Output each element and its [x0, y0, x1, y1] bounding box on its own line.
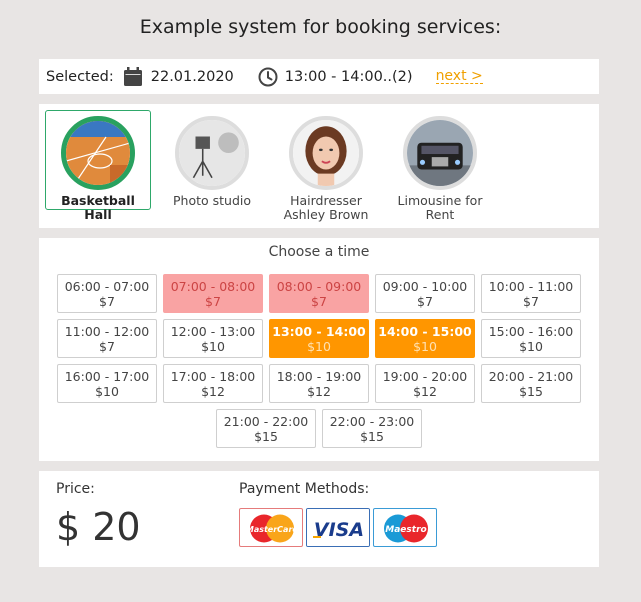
service-limousine[interactable] — [387, 110, 493, 222]
service-basketball-hall[interactable] — [45, 110, 151, 222]
time-slot-price: $10 — [413, 339, 437, 354]
time-slot[interactable] — [269, 274, 369, 313]
time-slot[interactable] — [216, 409, 316, 448]
limousine-image — [403, 116, 477, 190]
time-slot-range: 13:00 - 14:00 — [272, 324, 366, 339]
selection-bar — [39, 59, 599, 94]
time-slot-range: 12:00 - 13:00 — [170, 324, 256, 339]
time-slot-range: 16:00 - 17:00 — [64, 369, 150, 384]
time-slot[interactable] — [481, 319, 581, 358]
time-slot-range: 07:00 - 08:00 — [170, 279, 256, 294]
time-slot[interactable] — [481, 364, 581, 403]
time-slot-price: $15 — [519, 384, 543, 399]
time-slot-price: $10 — [307, 339, 331, 354]
time-slot[interactable] — [375, 364, 475, 403]
service-photo-studio[interactable] — [159, 110, 265, 210]
service-label: Limousine for Rent — [397, 193, 483, 222]
time-slot-range: 22:00 - 23:00 — [329, 414, 415, 429]
time-slot[interactable] — [163, 319, 263, 358]
time-selection-panel — [39, 238, 599, 461]
time-slot-price: $10 — [95, 384, 119, 399]
time-slot-range: 14:00 - 15:00 — [378, 324, 472, 339]
time-slot-price: $15 — [254, 429, 278, 444]
maestro-text: Maestro — [385, 525, 427, 535]
service-label: Hairdresser Ashley Brown — [283, 193, 369, 222]
selected-label: Selected: — [46, 68, 114, 85]
maestro-logo — [374, 509, 437, 547]
selected-date: 22.01.2020 — [150, 68, 234, 85]
time-slot-price: $7 — [311, 294, 327, 309]
time-slot[interactable] — [375, 319, 475, 358]
price-label: Price: — [56, 481, 95, 497]
time-slot[interactable] — [163, 364, 263, 403]
time-slot-range: 09:00 - 10:00 — [382, 279, 468, 294]
service-label: Basketball Hall — [61, 193, 135, 222]
selected-time: 13:00 - 14:00..(2) — [284, 68, 413, 85]
time-slot[interactable] — [57, 274, 157, 313]
mastercard-text: MasterCard — [245, 525, 299, 534]
time-slot[interactable] — [57, 319, 157, 358]
time-slot[interactable] — [57, 364, 157, 403]
time-slot-price: $12 — [413, 384, 437, 399]
time-slot-range: 20:00 - 21:00 — [488, 369, 574, 384]
time-slot[interactable] — [269, 364, 369, 403]
hairdresser-image — [289, 116, 363, 190]
time-slot-range: 15:00 - 16:00 — [488, 324, 574, 339]
time-slot-price: $7 — [99, 339, 115, 354]
time-slot-price: $15 — [360, 429, 384, 444]
time-slot-price: $10 — [519, 339, 543, 354]
time-slot[interactable] — [322, 409, 422, 448]
clock-icon — [258, 67, 278, 87]
time-slot[interactable] — [481, 274, 581, 313]
mastercard-option[interactable] — [239, 508, 303, 547]
time-slot-price: $12 — [201, 384, 225, 399]
calendar-icon — [124, 67, 142, 86]
visa-logo — [307, 509, 370, 547]
time-slot-range: 11:00 - 12:00 — [64, 324, 150, 339]
time-slot-price: $7 — [417, 294, 433, 309]
service-label: Photo studio — [172, 193, 252, 208]
pricing-panel — [39, 471, 599, 567]
time-slot[interactable] — [269, 319, 369, 358]
visa-text: VISA — [313, 519, 365, 541]
time-slot-range: 18:00 - 19:00 — [276, 369, 362, 384]
time-slot-price: $7 — [523, 294, 539, 309]
mastercard-logo — [240, 509, 303, 547]
time-slot-range: 21:00 - 22:00 — [223, 414, 309, 429]
next-link[interactable]: next > — [435, 68, 483, 84]
maestro-option[interactable] — [373, 508, 437, 547]
price-value: $ 20 — [56, 505, 141, 549]
page-title: Example system for booking services: — [139, 16, 502, 38]
time-slot-range: 06:00 - 07:00 — [64, 279, 150, 294]
payment-methods-label: Payment Methods: — [239, 481, 370, 497]
basketball-hall-image — [61, 116, 135, 190]
choose-time-heading: Choose a time — [268, 244, 370, 260]
visa-option[interactable] — [306, 508, 370, 547]
time-slot[interactable] — [375, 274, 475, 313]
service-hairdresser[interactable] — [273, 110, 379, 222]
time-slot-range: 10:00 - 11:00 — [488, 279, 574, 294]
time-slot[interactable] — [163, 274, 263, 313]
photo-studio-image — [175, 116, 249, 190]
time-slot-range: 08:00 - 09:00 — [276, 279, 362, 294]
services-panel — [39, 104, 599, 228]
time-slot-price: $10 — [201, 339, 225, 354]
time-slot-range: 17:00 - 18:00 — [170, 369, 256, 384]
time-slot-price: $12 — [307, 384, 331, 399]
time-slot-price: $7 — [205, 294, 221, 309]
time-slot-range: 19:00 - 20:00 — [382, 369, 468, 384]
time-slot-price: $7 — [99, 294, 115, 309]
